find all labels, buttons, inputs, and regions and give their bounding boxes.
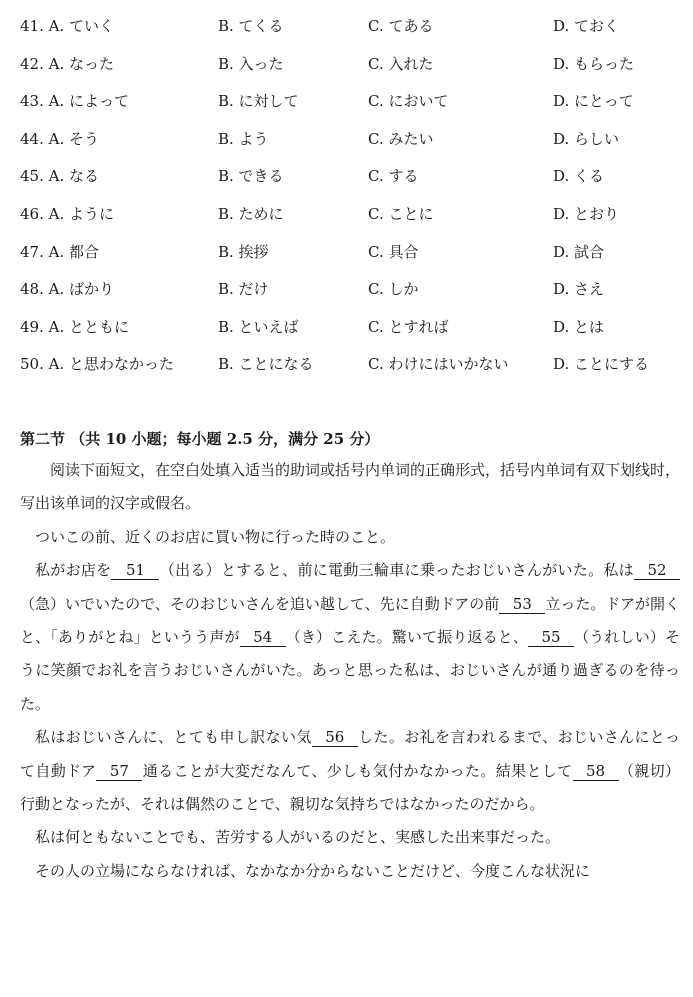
option-a: 50. A. と思わなかった — [20, 355, 174, 374]
option-b: B. 入った — [218, 54, 284, 73]
option-d: D. 試合 — [553, 242, 605, 261]
choice-row-46 — [20, 196, 680, 234]
option-c: C. てある — [368, 17, 434, 35]
passage-text: 立った。ドアが開くと、「ありがとね」というう声が — [20, 594, 680, 647]
passage-text: 通ることが大変だなんて、少しも気付かなかった。結果として — [142, 761, 573, 780]
passage-text: （き）こえた。驚いて振り返ると、 — [285, 628, 528, 647]
option-a: 48. A. ばかり — [20, 280, 114, 299]
blank-56: 56 — [312, 728, 358, 747]
option-a: 44. A. そう — [20, 129, 99, 148]
passage-paragraph-1: ついこの前、近くのお店に買い物に行った時のこと。 — [35, 527, 396, 546]
option-d: D. もらった — [553, 54, 635, 73]
option-d: D. くる — [553, 167, 605, 186]
option-b: B. 挨拶 — [218, 242, 269, 261]
choice-row-50 — [20, 346, 680, 384]
blank-55: 55 — [528, 628, 574, 647]
option-c: C. 入れた — [368, 54, 434, 73]
option-a: 47. A. 都合 — [20, 242, 99, 261]
option-d: D. にとって — [553, 92, 634, 111]
passage-paragraph-3 — [20, 721, 680, 821]
option-b: B. できる — [218, 167, 284, 186]
passage-paragraph-4: 私は何ともないことでも、苦労する人がいるのだと、実感した出来事だった。 — [35, 828, 561, 847]
option-c: C. ことに — [368, 204, 434, 223]
option-c: C. しか — [368, 280, 419, 299]
option-c: C. 具合 — [368, 242, 419, 261]
option-b: B. よう — [218, 129, 269, 148]
option-a: 46. A. ように — [20, 204, 114, 223]
option-b: B. に対して — [218, 92, 299, 111]
option-a: 49. A. とともに — [20, 317, 129, 336]
answer-choices — [20, 8, 680, 384]
option-c: C. わけにはいかない — [368, 355, 509, 374]
passage-text: 私はおじいさんに、とても申し訳ない気 — [35, 728, 312, 747]
choice-row-42 — [20, 46, 680, 84]
passage-paragraph-2 — [20, 554, 680, 721]
passage-text: （出る）とすると、前に電動三輪車に乗ったおじいさんがいた。私は — [159, 561, 634, 580]
option-d: D. ことにする — [553, 355, 650, 374]
blank-51: 51 — [111, 561, 159, 580]
passage-text: 私がお店を — [35, 561, 112, 580]
section-heading: 第二节 （共 10 小题；每小题 2.5 分，满分 25 分） — [20, 430, 380, 448]
choice-row-44 — [20, 121, 680, 159]
blank-52: 52 — [634, 561, 680, 580]
option-a: 42. A. なった — [20, 54, 114, 73]
option-a: 45. A. なる — [20, 167, 99, 186]
option-d: D. とは — [553, 317, 605, 336]
choice-row-49 — [20, 309, 680, 347]
choice-row-47 — [20, 234, 680, 272]
option-a: 41. A. ていく — [20, 17, 114, 35]
instruction-text: 阅读下面短文，在空白处填入适当的助词或括号内单词的正确形式，括号内单词有双下划线时，写出该单词的汉字或假名。 — [20, 461, 681, 513]
passage-text: した。お礼を言われるまで、おじいさんにとって自動ドア — [20, 728, 680, 780]
blank-58: 58 — [573, 762, 619, 781]
option-d: D. らしい — [553, 129, 620, 148]
section-two — [20, 424, 680, 888]
passage-text: （うれしい）そうに笑顔でお礼を言うおじいさんがいた。あっと思った私は、おじいさんが通り過ぎるのを待った。 — [20, 628, 680, 713]
option-c: C. みたい — [368, 129, 434, 148]
blank-53: 53 — [499, 595, 545, 614]
passage-paragraph-5: その人の立場にならなければ、なかなか分からないことだけど、今度こんな状況に — [35, 861, 591, 880]
option-c: C. において — [368, 92, 449, 111]
option-d: D. さえ — [553, 280, 605, 299]
passage-text: （急）いでいたので、そのおじいさんを追い越して、先に自動ドアの前 — [20, 594, 500, 613]
option-d: D. とおり — [553, 204, 620, 223]
option-b: B. といえば — [218, 317, 299, 336]
option-a: 43. A. によって — [20, 92, 129, 111]
blank-54: 54 — [240, 628, 286, 647]
option-b: B. だけ — [218, 280, 269, 299]
choice-row-41 — [20, 8, 680, 46]
passage-text: （親切）行動となったが、それは偶然のことで、親切な気持ちではなかったのだから。 — [20, 761, 680, 814]
choice-row-43 — [20, 83, 680, 121]
choice-row-48 — [20, 271, 680, 309]
option-c: C. する — [368, 167, 419, 186]
choice-row-45 — [20, 158, 680, 196]
blank-57: 57 — [96, 762, 142, 781]
option-b: B. てくる — [218, 17, 284, 35]
option-c: C. とすれば — [368, 317, 449, 336]
option-b: B. ことになる — [218, 355, 314, 374]
option-d: D. ておく — [553, 17, 620, 35]
option-b: B. ために — [218, 204, 284, 223]
